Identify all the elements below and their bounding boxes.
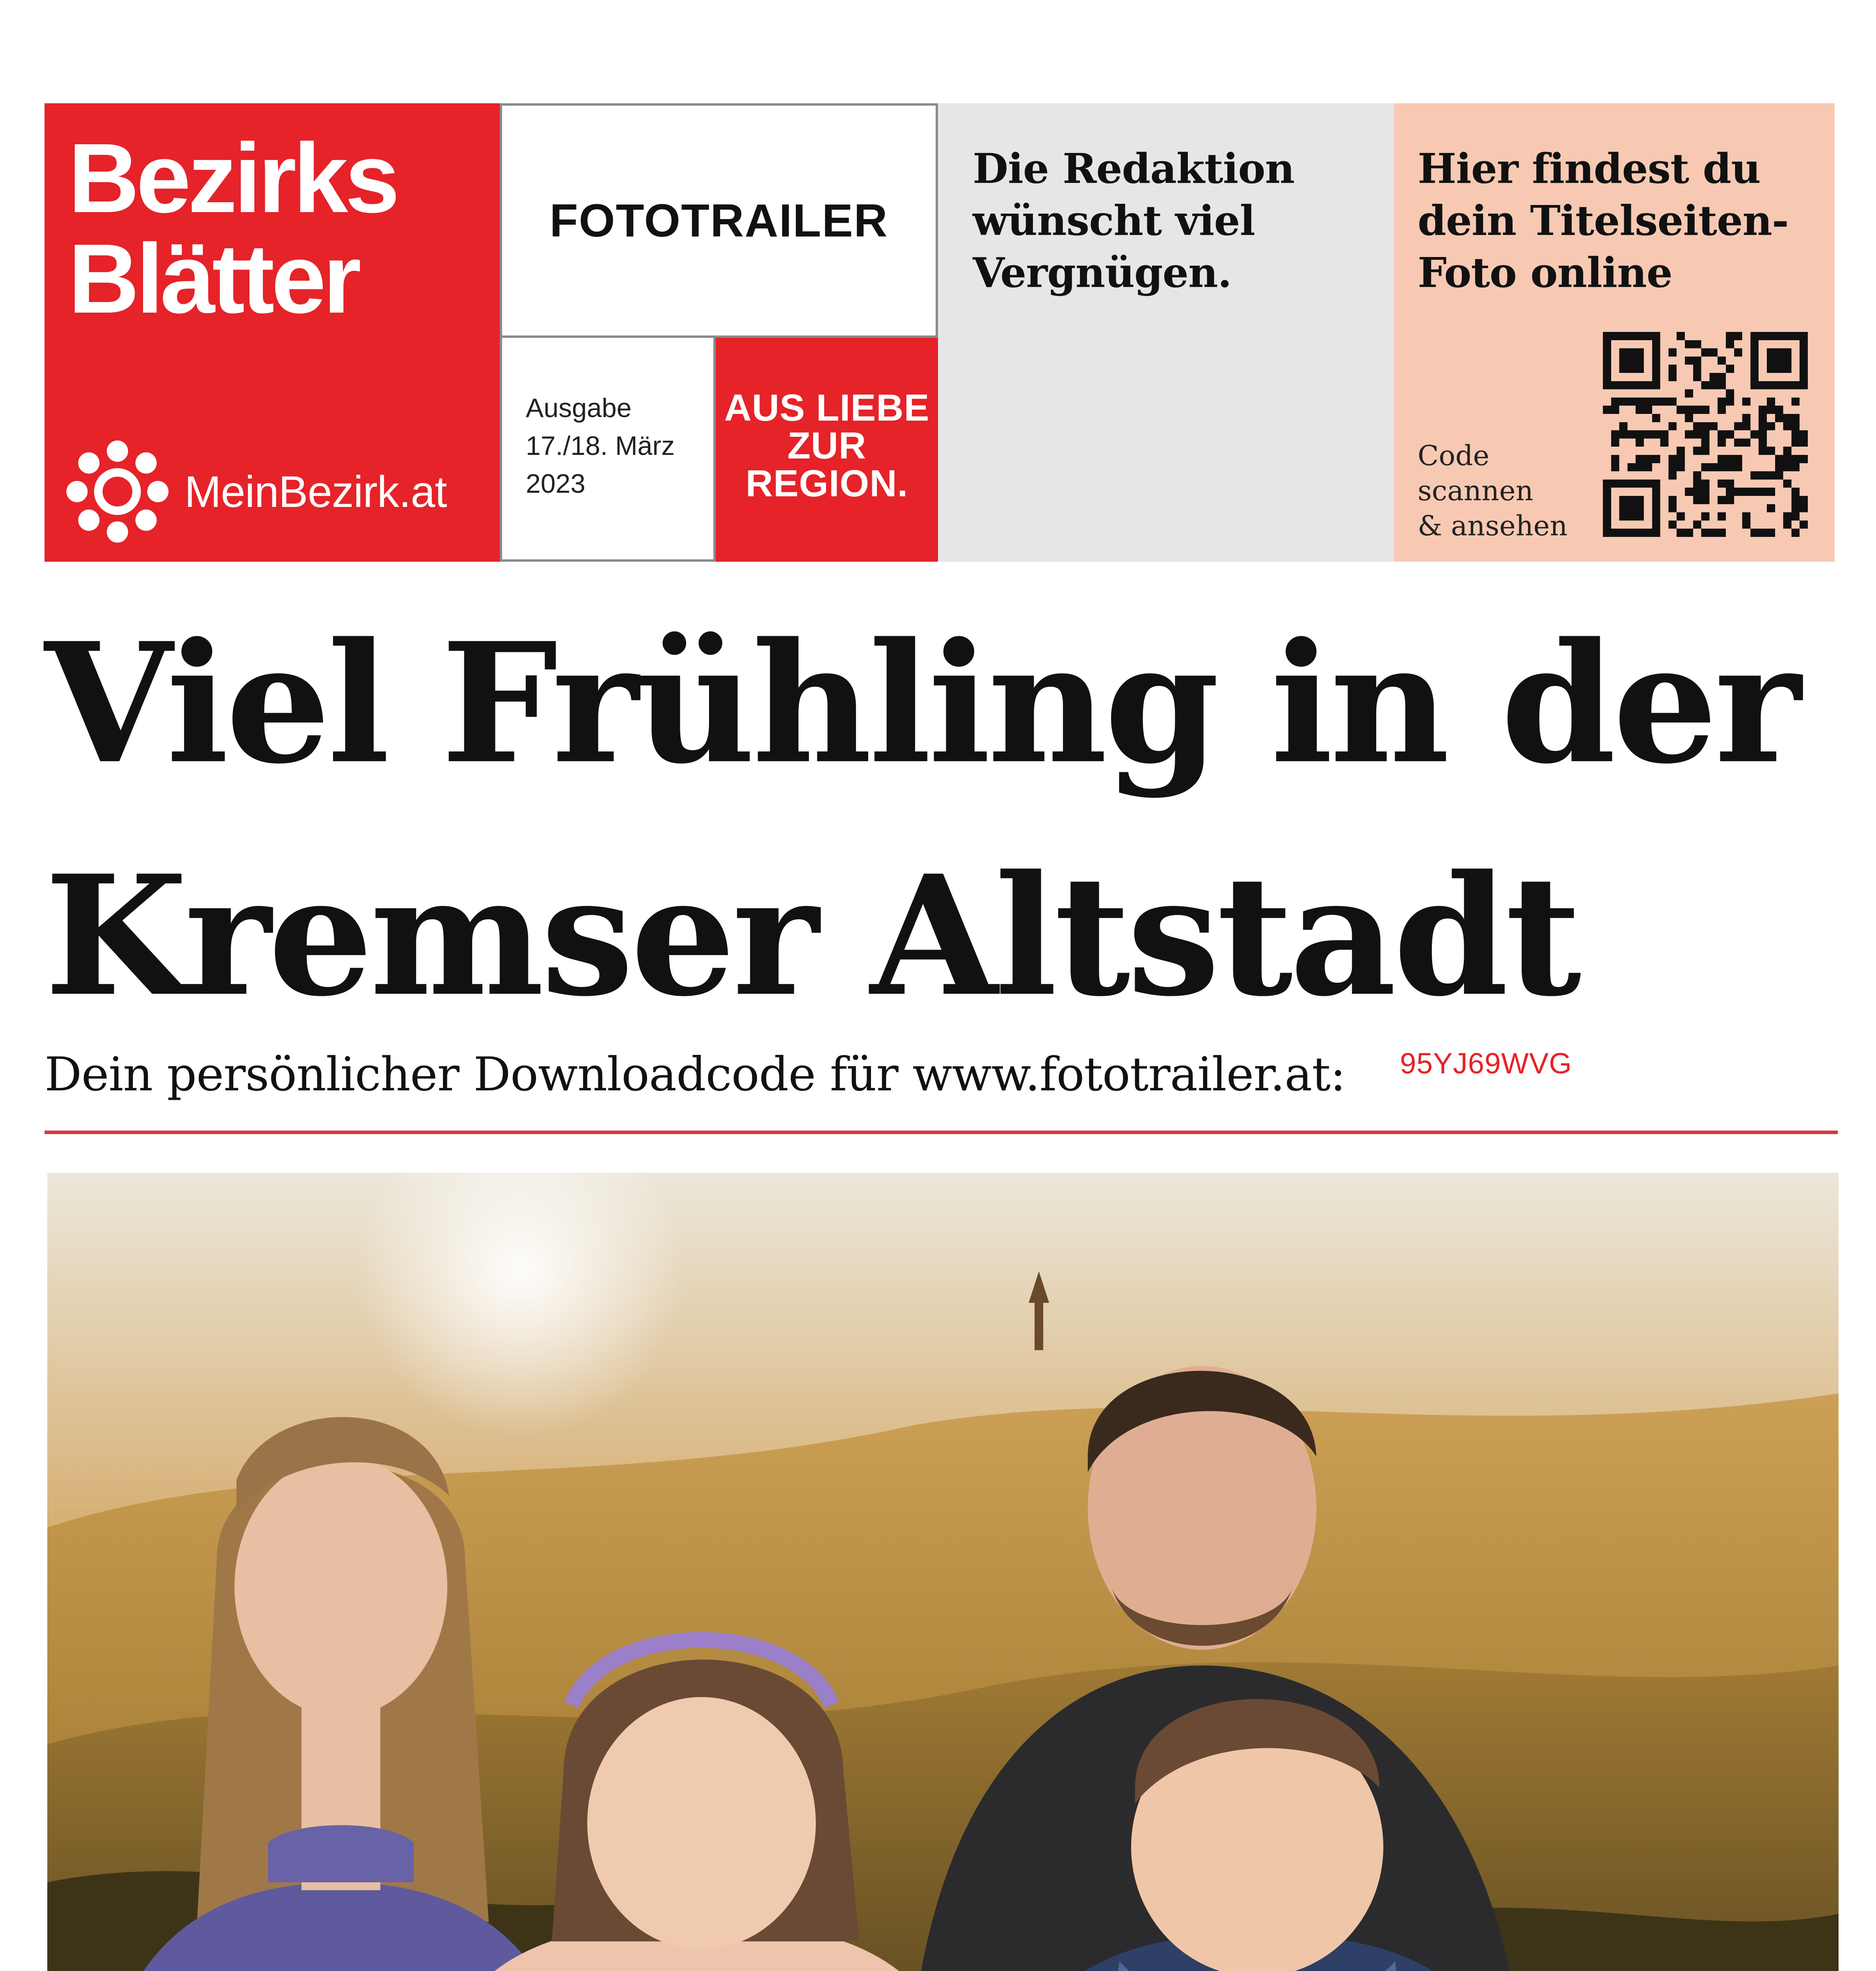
greeting-line: wünscht viel <box>973 196 1255 245</box>
slogan-box <box>716 338 938 562</box>
sun-ray <box>136 510 157 531</box>
greeting-line: Die Redaktion <box>973 144 1295 193</box>
divider <box>45 1131 1838 1134</box>
family-photo <box>47 1173 1839 1971</box>
greeting-box <box>938 103 1394 562</box>
qr-caption-line: scannen <box>1418 475 1534 507</box>
qr-caption-line: Code <box>1418 440 1489 472</box>
site-url: MeinBezirk.at <box>184 467 447 516</box>
greeting-line: Vergnügen. <box>973 248 1232 297</box>
brand-name-line2: Blätter <box>68 224 358 333</box>
qr-caption <box>1418 438 1567 544</box>
edition-year: 2023 <box>526 469 586 499</box>
brand-logo <box>45 103 500 562</box>
sun-ray <box>66 481 87 502</box>
qr-code-icon[interactable] <box>1603 332 1808 537</box>
sun-ray <box>78 510 99 531</box>
sun-ray <box>147 481 169 502</box>
headline <box>45 587 1838 1053</box>
headline-line1: Viel Frühling in der <box>45 607 1798 800</box>
qr-caption-line: & ansehen <box>1418 510 1568 542</box>
headline-line2: Kremser Altstadt <box>45 839 1578 1033</box>
brand-name-line1: Bezirks <box>68 123 397 233</box>
edition-date: 17./18. März <box>526 431 675 461</box>
slogan-line: REGION. <box>745 462 908 505</box>
section-label-box <box>500 103 938 338</box>
download-code[interactable]: 95YJ69WVG <box>1400 1047 1572 1080</box>
qr-heading-line: dein Titelseiten- <box>1418 196 1789 245</box>
qr-heading-line: Hier findest du <box>1418 144 1761 193</box>
edition-label: Ausgabe <box>526 393 632 423</box>
sun-ray <box>107 440 128 462</box>
section-label: FOTOTRAILER <box>549 194 888 247</box>
qr-box <box>1394 103 1835 562</box>
sun-ray <box>107 522 128 543</box>
download-text: Dein persönlicher Downloadcode für www.fototrailer.at: <box>45 1047 1346 1101</box>
sun-icon <box>64 438 171 545</box>
slogan-line: ZUR <box>787 425 867 467</box>
photo-illustration <box>47 1173 1839 1971</box>
edition-box <box>500 338 716 562</box>
slogan-line: AUS LIEBE <box>724 387 930 429</box>
sun-ray <box>136 452 157 473</box>
photo-credit <box>788 1141 1876 1160</box>
sun-ray <box>78 452 99 473</box>
qr-heading-line: Foto online <box>1418 248 1672 297</box>
